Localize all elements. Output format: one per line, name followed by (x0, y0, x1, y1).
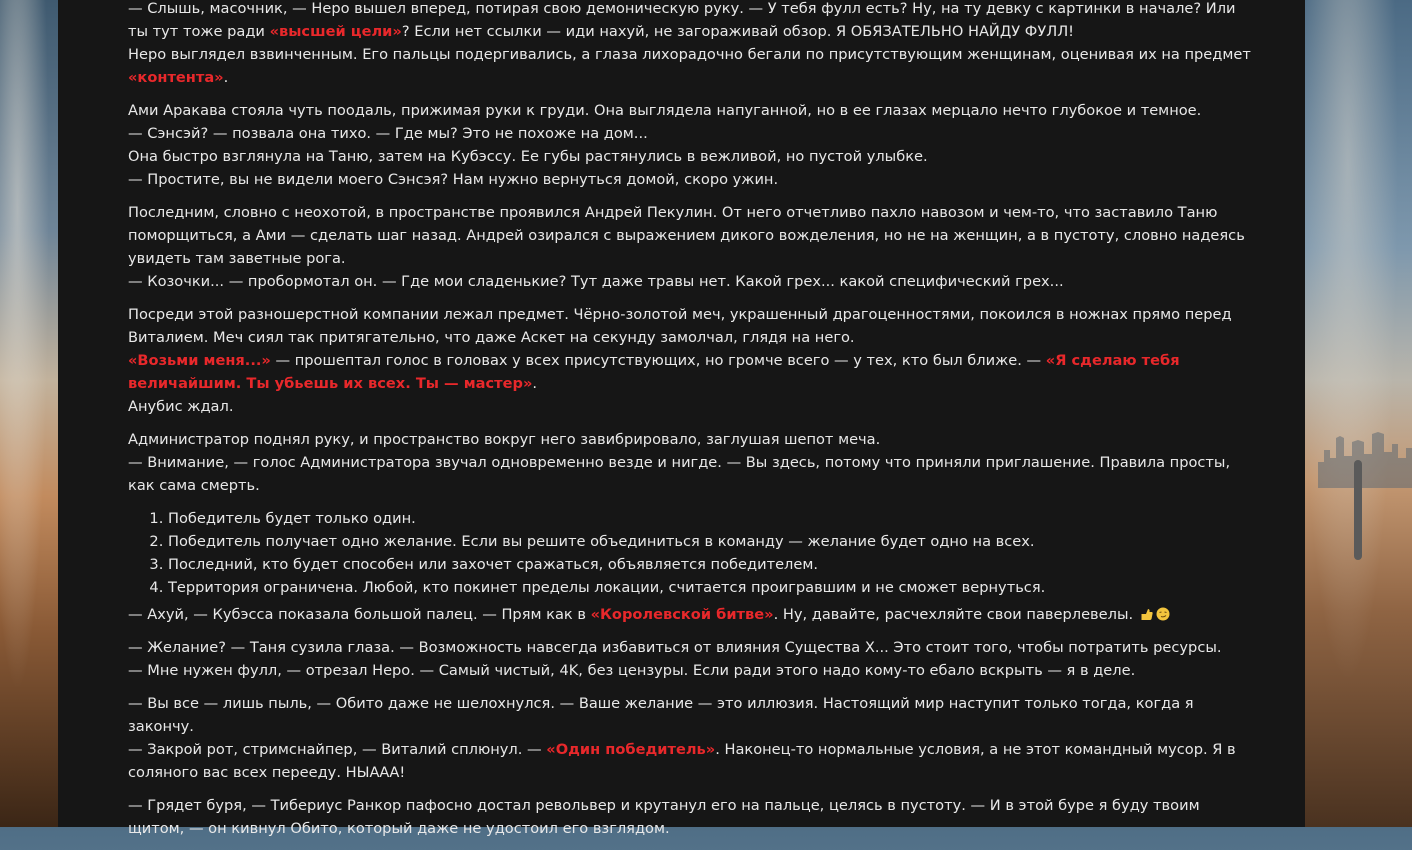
quoted-highlight: «высшей цели» (269, 23, 402, 40)
rule-item: 2. Победитель получает одно желание. Если вы решите объединиться в команду — желание будет одно на всех. (168, 530, 1258, 553)
story-text: — Внимание, — голос Администратора звучал одновременно везде и нигде. — Вы здесь, потому что приняли приглашение. Правила просты, как сама смерть. (128, 454, 1231, 494)
story-text: Она быстро взглянула на Таню, затем на Кубэссу. Ее губы растянулись в вежливой, но пустой улыбке. (128, 148, 928, 165)
story-paragraph (128, 0, 1258, 89)
background-left (0, 0, 58, 827)
story-text: . (532, 375, 538, 392)
story-text: — Грядет буря, — Тибериус Ранкор пафосно достал револьвер и крутанул его на пальце, целясь в пустоту. — И в этой буре я буду твоим щитом, — он кивнул Обито, который даже не удостоил его взглядом. (128, 797, 1200, 837)
story-paragraph (128, 428, 1258, 497)
smirk-face-icon (1156, 607, 1170, 621)
story-text: — Козочки... — пробормотал он. — Где мои сладенькие? Тут даже травы нет. Какой грех... какой специфический грех... (128, 273, 1064, 290)
story-paragraph (128, 603, 1258, 626)
story-text: Анубис ждал. (128, 398, 234, 415)
ruins-silhouette (1318, 428, 1412, 488)
rule-item: 4. Территория ограничена. Любой, кто покинет пределы локации, считается проигравшим и не сможет вернуться. (168, 576, 1258, 599)
quoted-highlight: «Королевской битве» (590, 606, 774, 623)
quoted-highlight: «Я сделаю тебя величайшим. Ты убьешь их всех. Ты — мастер» (128, 352, 1180, 392)
scrollbar-thumb[interactable] (1354, 460, 1362, 560)
story-text: — Вы все — лишь пыль, — Обито даже не шелохнулся. — Ваше желание — это иллюзия. Настоящий мир наступит только тогда, когда я закончу. (128, 695, 1194, 735)
rules-list (128, 507, 1258, 599)
story-text: — Слышь, масочник, — Неро вышел вперед, потирая свою демоническую руку. — У тебя фулл есть? Ну, на ту девку с картинки в начале? Или ты тут тоже ради (128, 0, 1236, 40)
rule-item: 3. Последний, кто будет способен или захочет сражаться, объявляется победителем. (168, 553, 1258, 576)
story-text: . (223, 69, 229, 86)
quoted-highlight: «Один победитель» (546, 741, 716, 758)
story-text: — Сэнсэй? — позвала она тихо. — Где мы? Это не похоже на дом... (128, 125, 648, 142)
story-text: — прошептал голос в головах у всех присутствующих, но громче всего — у тех, кто был ближе. — (270, 352, 1046, 369)
story-paragraph (128, 794, 1258, 840)
quoted-highlight: «контента» (128, 69, 224, 86)
quoted-highlight: «Возьми меня...» (128, 352, 271, 369)
article-content (128, 0, 1258, 850)
story-paragraph (128, 201, 1258, 293)
story-text: — Мне нужен фулл, — отрезал Неро. — Самый чистый, 4K, без цензуры. Если ради этого надо кому-то ебало вскрыть — я в деле. (128, 662, 1136, 679)
story-paragraph (128, 692, 1258, 784)
story-text: — Закрой рот, стримснайпер, — Виталий сплюнул. — (128, 741, 547, 758)
story-paragraph (128, 99, 1258, 191)
story-text: Ами Аракава стояла чуть поодаль, прижимая руки к груди. Она выглядела напуганной, но в ее глазах мерцало нечто глубокое и темное. (128, 102, 1202, 119)
background-right (1305, 0, 1412, 827)
story-text: Администратор поднял руку, и пространство вокруг него завибрировало, заглушая шепот меча. (128, 431, 881, 448)
story-text: — Простите, вы не видели моего Сэнсэя? Нам нужно вернуться домой, скоро ужин. (128, 171, 779, 188)
story-text: ? Если нет ссылки — иди нахуй, не загораживай обзор. Я ОБЯЗАТЕЛЬНО НАЙДУ ФУЛЛ! (401, 23, 1075, 40)
article-panel (58, 0, 1305, 837)
story-text: — Ахуй, — Кубэсса показала большой палец. — Прям как в (128, 606, 591, 623)
rule-item: 1. Победитель будет только один. (168, 507, 1258, 530)
story-text: . Наконец-то нормальные условия, а не этот командный мусор. Я в соляного вас всех перееду. НЫААА! (128, 741, 1236, 781)
story-text: . Ну, давайте, расчехляйте свои паверлевелы. (773, 606, 1134, 623)
story-paragraph (128, 303, 1258, 418)
story-text: — Желание? — Таня сузила глаза. — Возможность навсегда избавиться от влияния Существа Х... Это стоит того, чтобы потратить ресурсы. (128, 639, 1222, 656)
story-text: Неро выглядел взвинченным. Его пальцы подергивались, а глаза лихорадочно бегали по присутствующим женщинам, оценивая их на предмет (128, 46, 1251, 63)
story-text: Последним, словно с неохотой, в пространстве проявился Андрей Пекулин. От него отчетливо пахло навозом и чем-то, что заставило Таню поморщиться, а Ами — сделать шаг назад. Андрей озирался с выражением дикого вожделения, но не на женщин, а в пустоту, словно надеясь увидеть там заветные рога. (128, 204, 1245, 267)
story-paragraph (128, 636, 1258, 682)
thumbs-up-icon (1140, 607, 1154, 621)
story-text: Посреди этой разношерстной компании лежал предмет. Чёрно-золотой меч, украшенный драгоценностями, покоился в ножнах прямо перед Виталием. Меч сиял так притягательно, что даже Аскет на секунду замолчал, глядя на него. (128, 306, 1232, 346)
